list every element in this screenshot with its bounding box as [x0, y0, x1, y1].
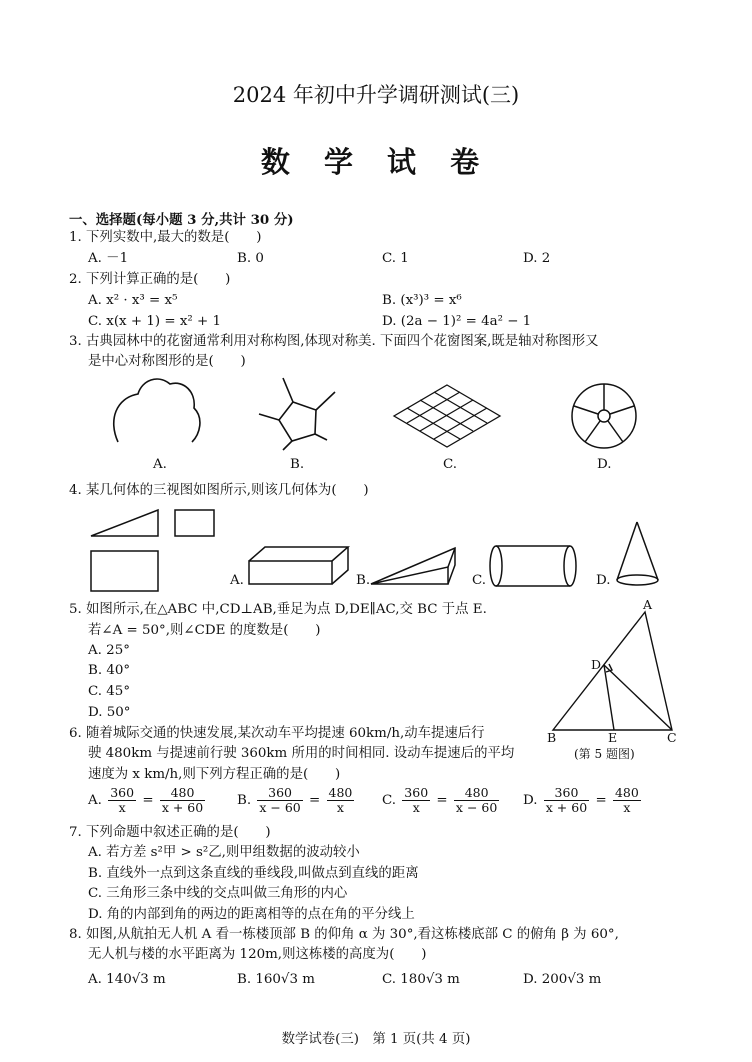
q8-option-c: C. 180√3 m	[382, 972, 460, 987]
q4-label-b: B.	[356, 573, 371, 588]
q5-option-d: D. 50°	[88, 705, 131, 720]
q1-option-d: D. 2	[523, 251, 551, 266]
q4-label-d: D.	[596, 573, 611, 588]
q4-stem: 4. 某几何体的三视图如图所示,则该几何体为( )	[69, 483, 369, 498]
q5-option-c: C. 45°	[88, 684, 131, 699]
q1-stem: 1. 下列实数中,最大的数是( )	[69, 230, 262, 245]
exam-subject-title: 数 学 试 卷	[260, 145, 492, 179]
q7-stem: 7. 下列命题中叙述正确的是( )	[69, 825, 271, 840]
q3-label-b: B.	[290, 457, 305, 472]
q5-stem-line1: 5. 如图所示,在△ABC 中,CD⊥AB,垂足为点 D,DE∥AC,交 BC 于点 E.	[69, 602, 487, 617]
q2-option-c: C. x(x + 1) = x² + 1	[88, 314, 221, 329]
q8-stem-line1: 8. 如图,从航拍无人机 A 看一栋楼顶部 B 的仰角 α 为 30°,看这栋楼底部 C 的俯角 β 为 60°,	[69, 927, 619, 942]
q5-option-b: B. 40°	[88, 663, 131, 678]
q8-option-d: D. 200√3 m	[523, 972, 602, 987]
q5-label-e: E	[608, 730, 618, 745]
q5-label-b: B	[547, 730, 557, 745]
q3-stem-line2: 是中心对称图形的是( )	[88, 354, 246, 369]
q8-option-a: A. 140√3 m	[88, 972, 166, 987]
q3-label-d: D.	[597, 457, 612, 472]
q3-label-a: A.	[153, 457, 167, 472]
q6-option-a: A. $\frac{360}{x}$ = $\frac{480}{x + 60}$	[88, 785, 204, 815]
page-footer: 数学试卷(三) 第 1 页(共 4 页)	[281, 1032, 471, 1047]
q6-option-c: C. $\frac{360}{x}$ = $\frac{480}{x - 60}$	[382, 785, 498, 815]
q5-figure-caption: (第 5 题图)	[574, 747, 635, 761]
q2-stem: 2. 下列计算正确的是( )	[69, 272, 231, 287]
q8-option-b: B. 160√3 m	[237, 972, 315, 987]
q3-label-c: C.	[443, 457, 458, 472]
q1-option-c: C. 1	[382, 251, 409, 266]
q7-option-c: C. 三角形三条中线的交点叫做三角形的内心	[88, 886, 348, 901]
q2-option-b: B. (x³)³ = x⁶	[382, 293, 462, 308]
q5-label-c: C	[667, 730, 677, 745]
exam-title: 2024 年初中升学调研测试(三)	[232, 83, 520, 107]
q3-stem-line1: 3. 古典园林中的花窗通常利用对称构图,体现对称美. 下面四个花窗图案,既是轴对称图形又	[69, 334, 599, 349]
q2-option-d: D. (2a − 1)² = 4a² − 1	[382, 314, 532, 329]
q4-label-a: A.	[230, 573, 244, 588]
q6-option-b: B. $\frac{360}{x - 60}$ = $\frac{480}{x}$	[237, 785, 353, 815]
q1-option-a: A. －1	[88, 251, 129, 266]
q6-option-d: D. $\frac{360}{x + 60}$ = $\frac{480}{x}$	[523, 785, 639, 815]
q5-label-a: A	[643, 597, 653, 612]
q6-stem-line2: 驶 480km 与提速前行驶 360km 所用的时间相同. 设动车提速后的平均	[88, 746, 515, 761]
q5-label-d: D	[591, 657, 602, 672]
q7-option-b: B. 直线外一点到这条直线的垂线段,叫做点到直线的距离	[88, 866, 419, 881]
q7-option-a: A. 若方差 s²甲 > s²乙,则甲组数据的波动较小	[88, 845, 360, 860]
section-heading: 一、选择题(每小题 3 分,共计 30 分)	[69, 212, 294, 228]
q5-option-a: A. 25°	[88, 643, 130, 658]
q2-option-a: A. x² · x³ = x⁵	[88, 293, 178, 308]
q6-stem-line1: 6. 随着城际交通的快速发展,某次动车平均提速 60km/h,动车提速后行	[69, 726, 485, 741]
q6-stem-line3: 速度为 x km/h,则下列方程正确的是( )	[88, 767, 341, 782]
q5-stem-line2: 若∠A = 50°,则∠CDE 的度数是( )	[88, 623, 321, 638]
q1-option-b: B. 0	[237, 251, 264, 266]
q7-option-d: D. 角的内部到角的两边的距离相等的点在角的平分线上	[88, 907, 415, 922]
q4-label-c: C.	[472, 573, 487, 588]
q8-stem-line2: 无人机与楼的水平距离为 120m,则这栋楼的高度为( )	[88, 947, 427, 962]
